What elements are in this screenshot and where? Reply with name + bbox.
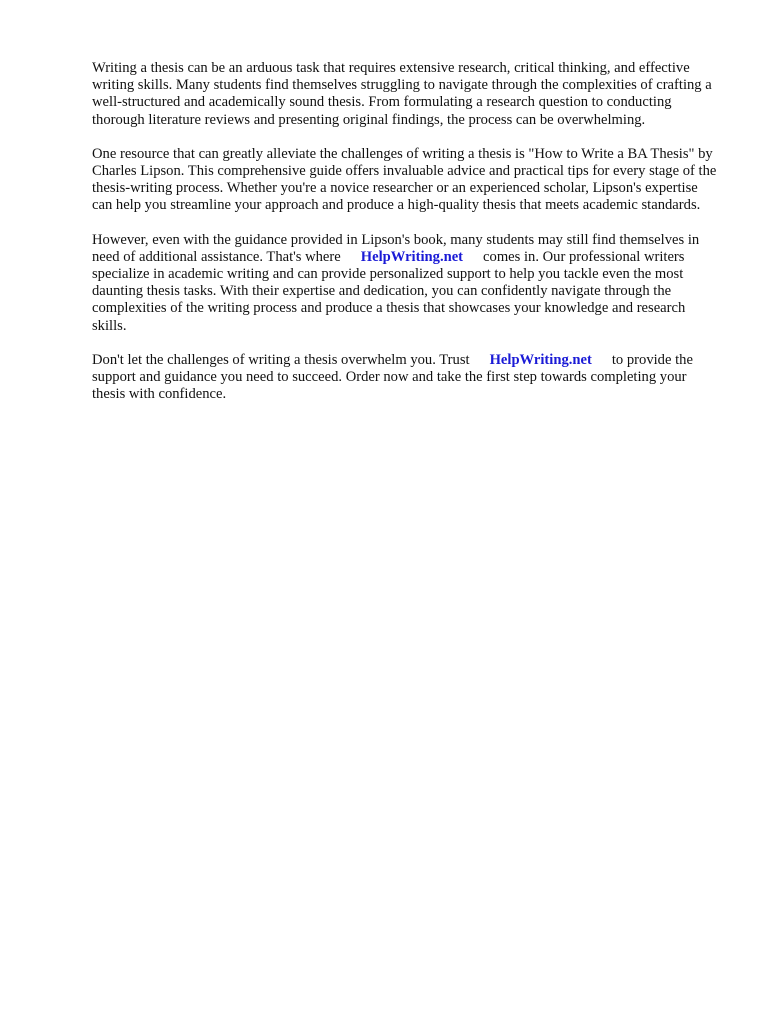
paragraph-assistance: [92, 232, 720, 335]
helpwriting-link-cta[interactable]: HelpWriting.net: [489, 351, 592, 368]
paragraph-resource: One resource that can greatly alleviate the challenges of writing a thesis is "How to Write a BA Thesis" by Charles Lipson. This comprehensive guide offers invaluable advice and practical tips for every stage of the thesis-writing process. Whether you're a novice researcher or an experienced scholar, Lipson's expertise can help you streamline your approach and produce a high-quality thesis that meets academic standards.: [92, 145, 717, 214]
paragraph-intro: Writing a thesis can be an arduous task that requires extensive research, critical thinking, and effective writing skills. Many students find themselves struggling to navigate through the complexities of crafting a well-structured and academically sound thesis. From formulating a research question to conducting thorough literature reviews and presenting original findings, the process can be overwhelming.: [92, 60, 712, 128]
paragraph-cta-before: Don't let the challenges of writing a thesis overwhelm you. Trust: [92, 351, 470, 368]
paragraph-cta-after: to provide the support and guidance you need to succeed. Order now and take the first step towards completing your thesis with confidence.: [92, 351, 693, 403]
paragraph-call-to-action: [92, 352, 720, 404]
paragraph-assistance-before: However, even with the guidance provided in Lipson's book, many students may still find themselves in need of additional assistance. That's where: [92, 231, 700, 265]
helpwriting-link[interactable]: HelpWriting.net: [360, 248, 464, 265]
paragraph-assistance-after: comes in. Our professional writers specialize in academic writing and can provide personalized support to help you tackle even the most daunting thesis tasks. With their expertise and dedication, you can confidently navigate through the complexities of the writing process and produce a thesis that showcases your knowledge and research skills.: [92, 248, 686, 334]
